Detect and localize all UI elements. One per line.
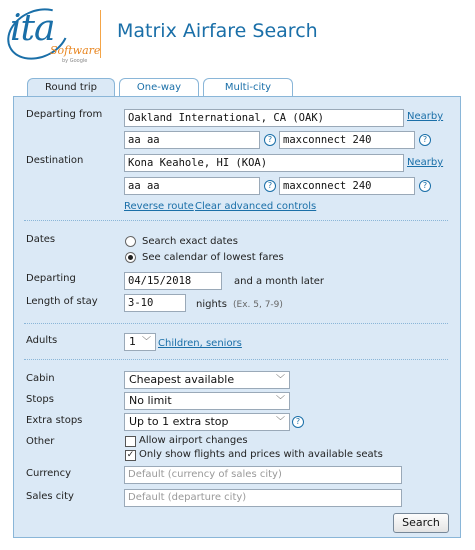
departing-routing-input[interactable]: aa aa bbox=[124, 131, 260, 149]
stops-label: Stops bbox=[26, 394, 54, 405]
cabin-select[interactable] bbox=[124, 371, 290, 389]
destination-label: Destination bbox=[26, 155, 84, 166]
length-of-stay-unit: nights bbox=[196, 299, 227, 310]
length-of-stay-example: (Ex. 5, 7-9) bbox=[233, 300, 283, 310]
clear-advanced-controls-link[interactable]: Clear advanced controls bbox=[195, 201, 317, 212]
departing-extension-help-icon[interactable]: ? bbox=[419, 134, 431, 146]
tab-one-way[interactable]: One-way bbox=[119, 78, 199, 97]
reverse-route-link[interactable]: Reverse route bbox=[124, 201, 194, 212]
extra-stops-help-icon[interactable]: ? bbox=[292, 416, 304, 428]
section-divider bbox=[24, 220, 448, 221]
cabin-label: Cabin bbox=[26, 373, 55, 384]
extra-stops-select-value: Up to 1 extra stop bbox=[129, 415, 229, 428]
dates-label: Dates bbox=[26, 234, 56, 245]
extra-stops-select[interactable] bbox=[124, 413, 290, 431]
departing-from-label: Departing from bbox=[26, 109, 103, 120]
header-divider bbox=[100, 10, 101, 58]
other-label: Other bbox=[26, 436, 55, 447]
departing-date-label: Departing bbox=[26, 273, 76, 284]
destination-extension-input[interactable]: maxconnect 240 bbox=[279, 177, 415, 195]
tab-multi-city[interactable]: Multi-city bbox=[203, 78, 293, 97]
length-of-stay-label: Length of stay bbox=[26, 296, 98, 307]
logo-subtext: Software bbox=[50, 44, 101, 57]
chevron-down-icon: ﹀ bbox=[275, 396, 285, 406]
sales-city-input[interactable]: Default (departure city) bbox=[124, 489, 402, 507]
adults-select[interactable] bbox=[124, 333, 156, 351]
currency-label: Currency bbox=[26, 468, 72, 479]
only-available-seats-label: Only show flights and prices with available seats bbox=[139, 449, 383, 460]
departing-date-input[interactable]: 04/15/2018 bbox=[124, 272, 222, 290]
ita-software-logo[interactable] bbox=[10, 8, 101, 64]
tab-round-trip[interactable]: Round trip bbox=[27, 78, 115, 98]
departing-from-input[interactable]: Oakland International, CA (OAK) bbox=[124, 109, 404, 127]
search-form-panel bbox=[13, 96, 461, 538]
extra-stops-label: Extra stops bbox=[26, 415, 83, 426]
only-available-seats-checkbox[interactable]: ✓ bbox=[126, 450, 135, 460]
chevron-down-icon: ﹀ bbox=[141, 337, 151, 347]
adults-label: Adults bbox=[26, 335, 58, 346]
departing-extension-input[interactable]: maxconnect 240 bbox=[279, 131, 415, 149]
allow-airport-changes-label: Allow airport changes bbox=[139, 435, 248, 446]
destination-extension-help-icon[interactable]: ? bbox=[419, 180, 431, 192]
calendar-lowest-fares-label: See calendar of lowest fares bbox=[142, 252, 284, 263]
section-divider bbox=[24, 323, 448, 324]
search-button[interactable]: Search bbox=[393, 513, 449, 533]
departing-nearby-link[interactable]: Nearby bbox=[407, 111, 444, 122]
destination-input[interactable]: Kona Keahole, HI (KOA) bbox=[124, 154, 404, 172]
cabin-select-value: Cheapest available bbox=[129, 373, 235, 386]
calendar-lowest-fares-radio[interactable] bbox=[125, 252, 136, 263]
section-divider bbox=[24, 359, 448, 360]
stops-select[interactable] bbox=[124, 392, 290, 410]
chevron-down-icon: ﹀ bbox=[275, 375, 285, 385]
children-seniors-link[interactable]: Children, seniors bbox=[158, 338, 242, 349]
logo-byline: by Google bbox=[62, 58, 88, 64]
departing-date-suffix: and a month later bbox=[234, 276, 325, 287]
search-exact-dates-label: Search exact dates bbox=[142, 236, 238, 247]
search-exact-dates-radio[interactable] bbox=[125, 236, 136, 247]
page-title: Matrix Airfare Search bbox=[117, 20, 318, 42]
sales-city-label: Sales city bbox=[26, 491, 74, 502]
chevron-down-icon: ﹀ bbox=[275, 417, 285, 427]
stops-select-value: No limit bbox=[129, 394, 172, 407]
logo-text: ita bbox=[10, 8, 55, 49]
currency-input[interactable]: Default (currency of sales city) bbox=[124, 466, 402, 484]
adults-select-value: 1 bbox=[129, 335, 136, 348]
header bbox=[0, 0, 475, 70]
destination-routing-input[interactable]: aa aa bbox=[124, 177, 260, 195]
allow-airport-changes-checkbox[interactable] bbox=[125, 436, 136, 447]
length-of-stay-input[interactable]: 3-10 bbox=[124, 294, 186, 312]
destination-nearby-link[interactable]: Nearby bbox=[407, 157, 444, 168]
destination-routing-help-icon[interactable]: ? bbox=[264, 180, 276, 192]
departing-routing-help-icon[interactable]: ? bbox=[264, 134, 276, 146]
